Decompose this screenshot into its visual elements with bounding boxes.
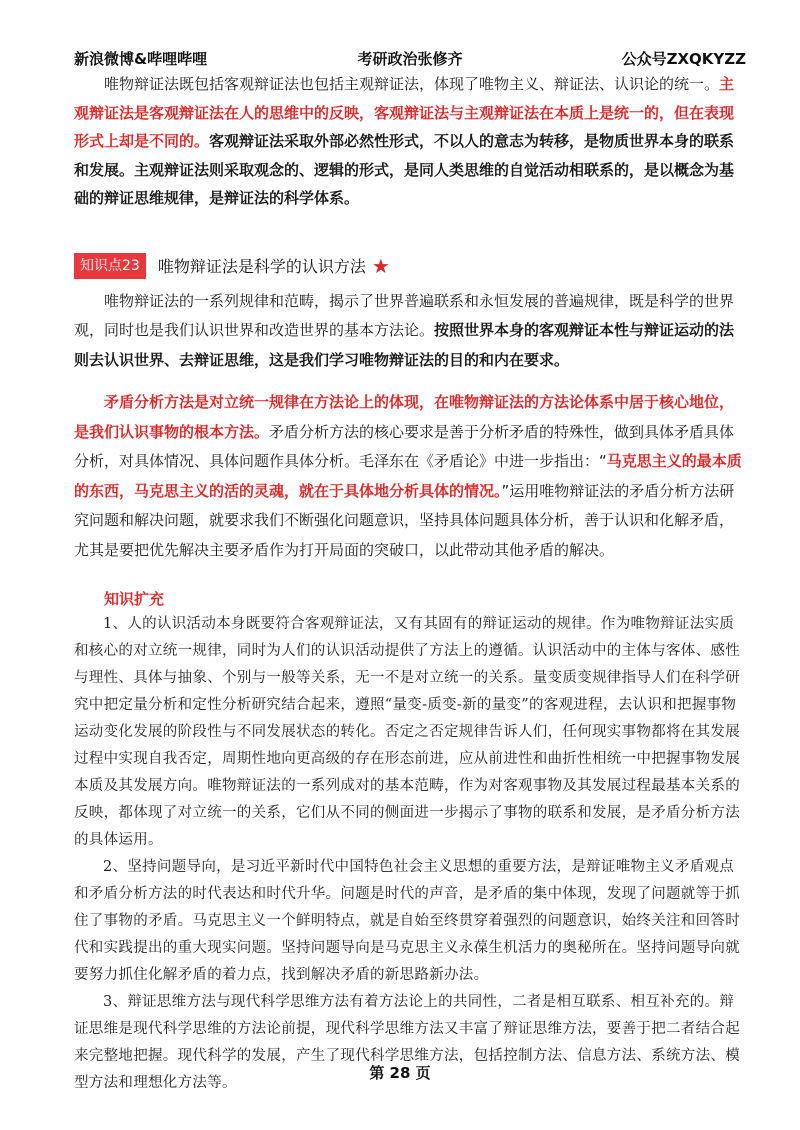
page-header [74,46,746,70]
intro-sentence-1: 唯物辩证法既包括客观辩证法也包括主观辩证法，体现了唯物主义、辩证法、认识论的统一。 [104,75,720,93]
page-number: 第 28 页 [369,1064,431,1082]
contradiction-sentence-4: ”运用唯物辩证法的矛盾分析方法研究问题和解决问题，就要求我们不断强化问题意识，坚持具体问题具体分析，善于认识和化解矛盾，尤其是要把优先解决主要矛盾作为打开局面的突破口，以此带动其他矛盾的解决。 [74,481,735,559]
contradiction-sentence-2: 矛盾分析方法的核心要求是善于分析矛盾的特殊性，做到具体矛盾具体分析，对具体情况、具体问题作具体分析。毛泽东在《矛盾论》中进一步指出：“ [74,422,735,470]
method-sentence-1: 唯物辩证法的一系列规律和范畴，揭示了世界普遍联系和永恒发展的普遍规律，既是科学的世界观，同时也是我们认识世界和改造世界的基本方法论。 [74,291,735,339]
knowledge-point-tag: 知识点23 [74,253,146,279]
page-content [74,70,742,1097]
intro-sentence-2-highlight: 主观辩证法是客观辩证法在人的思维中的反映，客观辩证法与主观辩证法在本质上是统一的，但在表现形式上却是不同的。 [74,75,735,150]
contradiction-paragraph [74,388,742,565]
contradiction-quote-highlight: 马克思主义的最本质的东西，马克思主义的活的灵魂，就在于具体地分析具体的情况。 [74,452,742,500]
knowledge-point-heading [74,253,742,279]
extension-title: 知识扩充 [104,590,165,608]
extension-item-2: 2、坚持问题导向，是习近平新时代中国特色社会主义思想的重要方法，是辩证唯物主义矛盾观点和矛盾分析方法的时代表达和时代升华。问题是时代的声音，是矛盾的集中体现，发现了问题就等于抓住了事物的矛盾。马克思主义一个鲜明特点，就是自始至终贯穿着强烈的问题意识，始终关注和回答时代和实践提出的重大现实问题。坚持问题导向是马克思主义永葆生机活力的奥秘所在。坚持问题导向就要努力抓住化解矛盾的着力点，找到解决矛盾的新思路新办法。 [74,859,740,983]
star-icon: ★ [371,253,390,278]
header-right-text: 公众号ZXQKYZZ [621,49,746,68]
extension-item-3: 3、辩证思维方法与现代科学思维方法有着方法论上的共同性，二者是相互联系、相互补充的。辩证思维是现代科学思维的方法论前提，现代科学思维方法又丰富了辩证思维方法，要善于把二者结合起来完整地把握。现代科学的发展，产生了现代科学思维方法，包括控制方法、信息方法、系统方法、模型方法和理想化方法等。 [74,994,740,1091]
header-left-text: 新浪微博&哔哩哔哩 [74,49,208,68]
extension-item-1: 1、人的认识活动本身既要符合客观辩证法，又有其固有的辩证运动的规律。作为唯物辩证法实质和核心的对立统一规律，同时为人们的认识活动提供了方法上的遵循。认识活动中的主体与客体、感性与理性、具体与抽象、个别与一般等关系，无一不是对立统一的关系。量变质变规律指导人们在科学研究中把定量分析和定性分析研究结合起来，遵照“量变-质变-新的量变”的客观进程，去认识和把握事物运动变化发展的阶段性与不同发展状态的转化。否定之否定规律告诉人们，任何现实事物都将在其发展过程中实现自我否定，周期性地向更高级的存在形态前进，应从前进性和曲折性相统一中把握事物发展本质及其发展方向。唯物辩证法的一系列成对的基本范畴，作为对客观事物及其发展过程最基本关系的反映，都体现了对立统一的关系，它们从不同的侧面进一步揭示了事物的联系和发展，是矛盾分析方法的具体运用。 [74,616,740,848]
knowledge-point-title: 唯物辩证法是科学的认识方法 [157,257,366,276]
method-sentence-2-bold: 按照世界本身的客观辩证本性与辩证运动的法则去认识世界、去辩证思维，这是我们学习唯物辩证法的目的和内在要求。 [74,321,735,369]
method-paragraph [74,287,742,376]
intro-sentence-3-bold: 客观辩证法采取外部必然性形式，不以人的意志为转移，是物质世界本身的联系和发展。主观辩证法则采取观念的、逻辑的形式，是同人类思维的自觉活动相联系的，是以概念为基础的辩证思维规律，是辩证法的科学体系。 [74,132,735,207]
intro-paragraph [74,70,742,213]
header-center-text: 考研政治张修齐 [357,49,463,68]
contradiction-sentence-1-highlight: 矛盾分析方法是对立统一规律在方法论上的体现，在唯物辩证法的方法论体系中居于核心地位，是我们认识事物的根本方法。 [74,393,735,441]
